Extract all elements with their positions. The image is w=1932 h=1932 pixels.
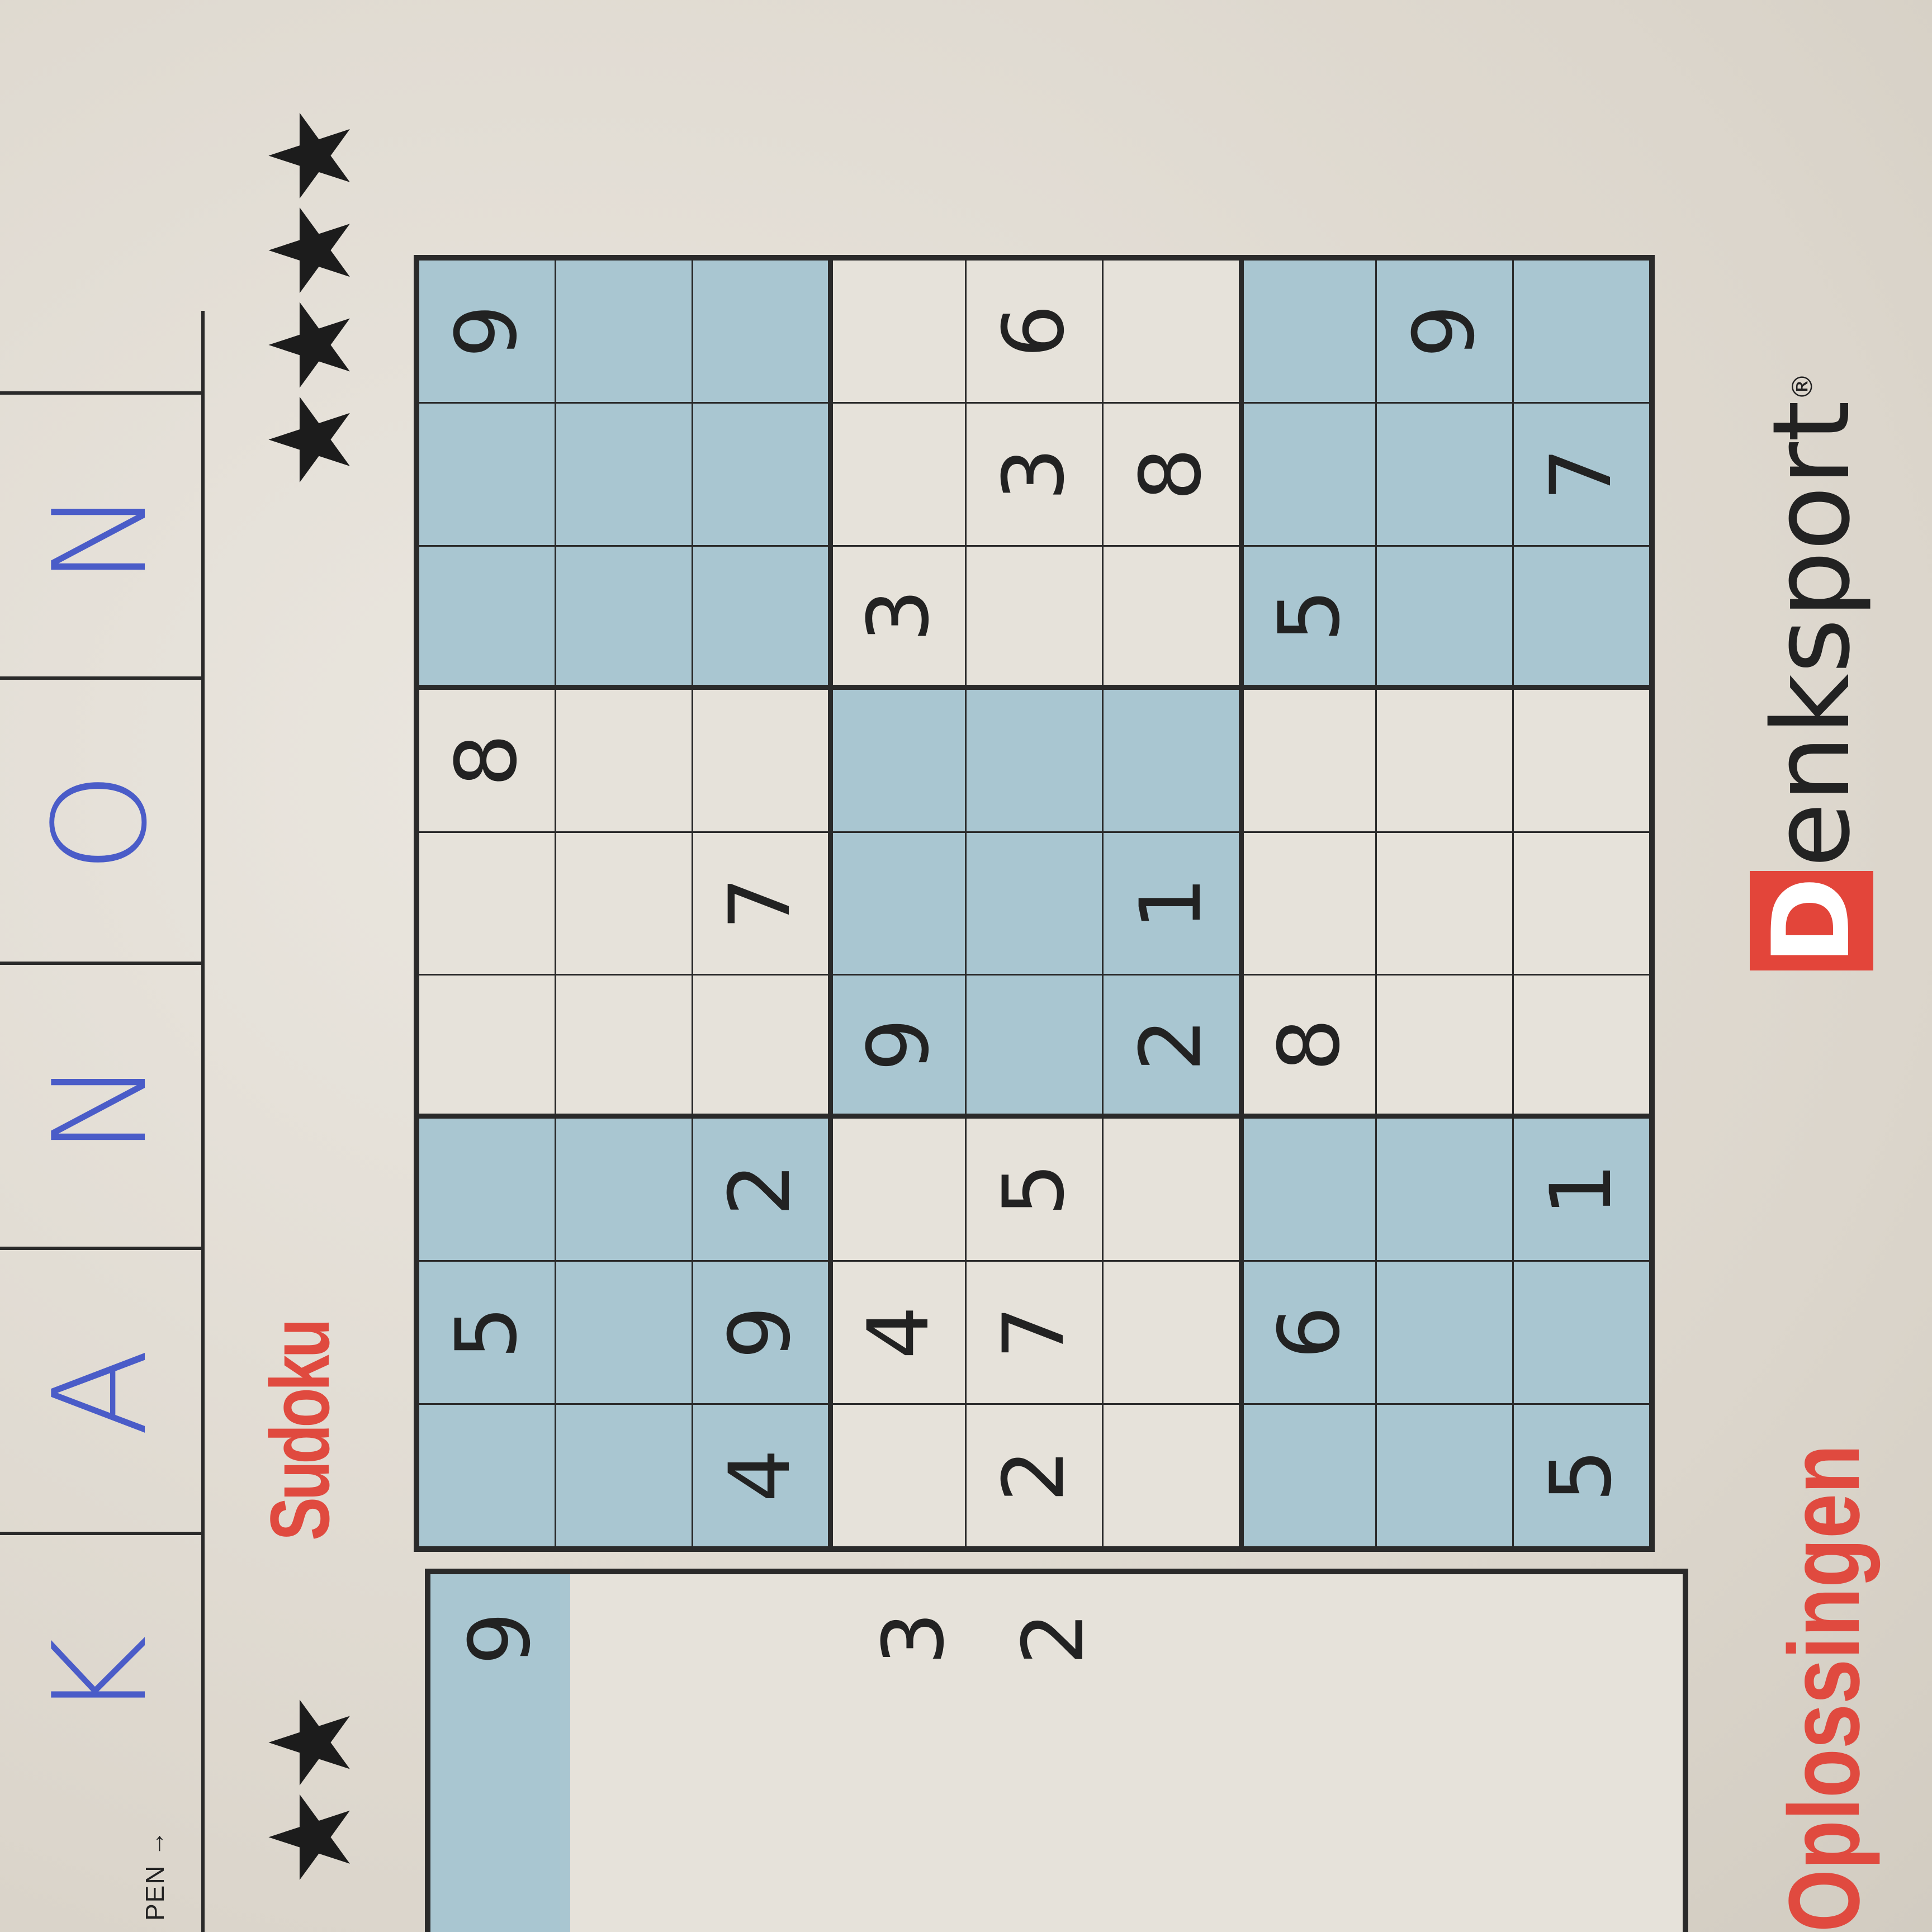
sudoku-cell[interactable] xyxy=(833,690,965,831)
sudoku-cell[interactable] xyxy=(1377,690,1512,831)
sudoku-grid xyxy=(414,255,1655,1552)
sudoku-cell[interactable] xyxy=(419,833,555,974)
sudoku-cell[interactable] xyxy=(1244,690,1376,831)
sudoku-cell[interactable]: 9 xyxy=(693,1262,828,1403)
sudoku-cell[interactable] xyxy=(693,261,828,402)
sudoku-cell[interactable]: 5 xyxy=(1244,547,1376,685)
sudoku-cell[interactable]: 2 xyxy=(1104,976,1239,1114)
sudoku-cell[interactable] xyxy=(967,976,1102,1114)
sudoku-cell[interactable] xyxy=(1244,833,1376,974)
word-cell-2[interactable]: A xyxy=(0,1247,201,1535)
sudoku-cell[interactable] xyxy=(1377,1119,1512,1260)
sudoku-cell[interactable]: 4 xyxy=(693,1405,828,1546)
sudoku-cell[interactable] xyxy=(1244,1119,1376,1260)
sudoku-cell[interactable] xyxy=(1377,1262,1512,1403)
sudoku-cell[interactable] xyxy=(693,404,828,545)
word-cell-1[interactable]: K xyxy=(0,1532,201,1820)
sudoku-cell[interactable]: 3 xyxy=(833,547,965,685)
word-cell-4[interactable]: O xyxy=(0,676,201,965)
sudoku-cell[interactable] xyxy=(556,547,692,685)
sudoku-cell[interactable] xyxy=(556,1405,692,1546)
sudoku-cell[interactable] xyxy=(967,690,1102,831)
brand-initial: D xyxy=(1750,871,1873,970)
sudoku-cell[interactable] xyxy=(556,833,692,974)
sudoku-cell[interactable]: 5 xyxy=(419,1262,555,1403)
sudoku-cell[interactable] xyxy=(1377,547,1512,685)
sudoku-cell[interactable] xyxy=(419,1119,555,1260)
sudoku-cell[interactable]: 3 xyxy=(967,404,1102,545)
sudoku-cell[interactable] xyxy=(1104,261,1239,402)
sudoku-cell[interactable]: 9 xyxy=(419,261,555,402)
second-puzzle-cell[interactable]: 3 xyxy=(865,1612,963,1665)
sudoku-cell[interactable]: 7 xyxy=(1514,404,1649,545)
sudoku-cell[interactable] xyxy=(1514,690,1649,831)
sudoku-cell[interactable] xyxy=(1104,1405,1239,1546)
sudoku-cell[interactable] xyxy=(833,261,965,402)
sudoku-cell[interactable]: 1 xyxy=(1514,1119,1649,1260)
brand-name: enksport xyxy=(1750,400,1873,868)
sudoku-cell[interactable]: 7 xyxy=(693,833,828,974)
sudoku-cell[interactable]: 8 xyxy=(1104,404,1239,545)
sudoku-cell[interactable] xyxy=(1377,404,1512,545)
sudoku-cell[interactable] xyxy=(967,833,1102,974)
sudoku-cell[interactable] xyxy=(1514,1262,1649,1403)
sudoku-cell[interactable] xyxy=(1377,976,1512,1114)
sudoku-cell[interactable] xyxy=(556,690,692,831)
sudoku-cell[interactable]: 8 xyxy=(1244,976,1376,1114)
word-cell-3[interactable]: N xyxy=(0,962,201,1250)
sudoku-cell[interactable]: 8 xyxy=(419,690,555,831)
brand-mark: ® xyxy=(1786,372,1819,401)
brand-logo xyxy=(1750,372,1873,970)
sudoku-cell[interactable] xyxy=(1377,1405,1512,1546)
sudoku-cell[interactable] xyxy=(967,547,1102,685)
sudoku-cell[interactable] xyxy=(419,1405,555,1546)
sudoku-cell[interactable]: 6 xyxy=(1244,1262,1376,1403)
sudoku-cell[interactable] xyxy=(556,1262,692,1403)
sudoku-cell[interactable] xyxy=(419,547,555,685)
sudoku-cell[interactable] xyxy=(419,404,555,545)
solutions-label: Oplossingen xyxy=(1768,1444,1881,1932)
word-puzzle-strip xyxy=(0,311,205,1932)
puzzle-title: Sudoku xyxy=(253,1322,347,1541)
sudoku-cell[interactable] xyxy=(1514,547,1649,685)
sudoku-cell[interactable]: 9 xyxy=(833,976,965,1114)
sudoku-cell[interactable] xyxy=(1244,404,1376,545)
sudoku-cell[interactable] xyxy=(693,690,828,831)
sudoku-cell[interactable] xyxy=(1104,1262,1239,1403)
sudoku-cell[interactable] xyxy=(1377,833,1512,974)
sudoku-cell[interactable] xyxy=(833,404,965,545)
sudoku-cell[interactable] xyxy=(833,833,965,974)
word-arrow-label: PEN → xyxy=(140,1829,169,1921)
sudoku-cell[interactable] xyxy=(1104,547,1239,685)
sudoku-cell[interactable] xyxy=(833,1119,965,1260)
sudoku-cell[interactable] xyxy=(1104,690,1239,831)
sudoku-cell[interactable]: 1 xyxy=(1104,833,1239,974)
sudoku-cell[interactable] xyxy=(556,261,692,402)
sudoku-cell[interactable]: 6 xyxy=(967,261,1102,402)
sudoku-cell[interactable]: 7 xyxy=(967,1262,1102,1403)
sudoku-cell[interactable] xyxy=(833,1405,965,1546)
sudoku-cell[interactable] xyxy=(693,547,828,685)
sudoku-cell[interactable]: 2 xyxy=(693,1119,828,1260)
sudoku-cell[interactable] xyxy=(1514,261,1649,402)
sudoku-cell[interactable] xyxy=(556,976,692,1114)
sudoku-cell[interactable]: 5 xyxy=(967,1119,1102,1260)
sudoku-cell[interactable]: 4 xyxy=(833,1262,965,1403)
second-puzzle-stars: ★★ xyxy=(246,1698,376,1887)
sudoku-cell[interactable]: 2 xyxy=(967,1405,1102,1546)
word-cell-5[interactable]: N xyxy=(0,391,201,680)
second-puzzle-cell[interactable]: 2 xyxy=(1005,1612,1102,1665)
sudoku-cell[interactable]: 9 xyxy=(1377,261,1512,402)
sudoku-cell[interactable] xyxy=(1514,833,1649,974)
sudoku-cell[interactable] xyxy=(1104,1119,1239,1260)
second-puzzle-grid-edge xyxy=(425,1569,1688,1932)
sudoku-cell[interactable] xyxy=(556,404,692,545)
sudoku-cell[interactable]: 5 xyxy=(1514,1405,1649,1546)
sudoku-cell[interactable] xyxy=(419,976,555,1114)
sudoku-cell[interactable] xyxy=(1514,976,1649,1114)
sudoku-cell[interactable] xyxy=(1244,261,1376,402)
second-puzzle-cell[interactable]: 9 xyxy=(430,1574,570,1703)
sudoku-cell[interactable] xyxy=(1244,1405,1376,1546)
sudoku-cell[interactable] xyxy=(693,976,828,1114)
main-puzzle-stars: ★★★★ xyxy=(246,111,376,490)
sudoku-cell[interactable] xyxy=(556,1119,692,1260)
